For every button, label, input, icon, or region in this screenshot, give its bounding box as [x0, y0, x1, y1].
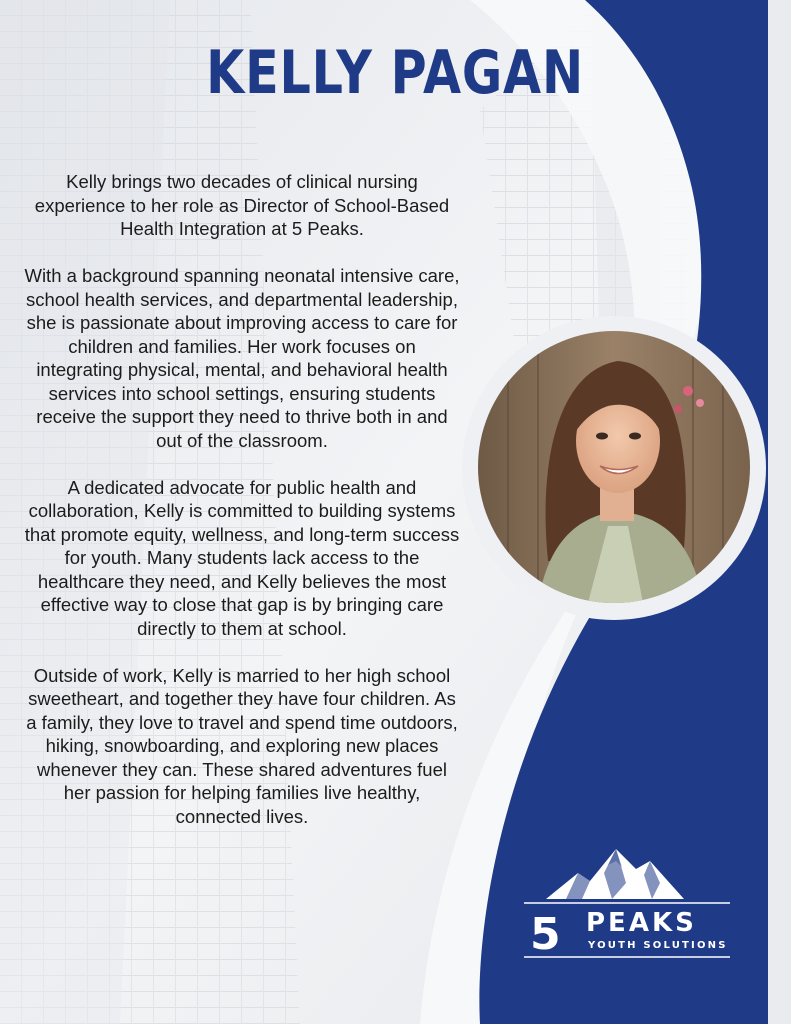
bio-paragraph: A dedicated advocate for public health and collaboration, Kelly is committed to building systems that promote equity, wellness, and long-term success for youth. Many students lack access to the healthcare they need, and Kelly believes the most effective way to close that gap is by bringing care directly to them at school.: [24, 476, 460, 639]
bio-paragraph: Kelly brings two decades of clinical nursing experience to her role as Director of School-Based Health Integration at 5 Peaks.: [34, 171, 450, 239]
portrait-photo: [478, 331, 750, 603]
right-edge-strip: [768, 0, 791, 1024]
company-logo: [516, 843, 736, 971]
page-title: KELLY PAGAN: [206, 38, 584, 108]
bio-paragraph: Outside of work, Kelly is married to her high school sweetheart, and together they have four children. As a family, they love to travel and spend time outdoors, hiking, snowboarding, and exploring new places whenever they can. These shared adventures fuel her passion for helping families live healthy, connected lives.: [26, 664, 458, 827]
logo-name: PEAKS: [586, 908, 697, 938]
logo-number: 5: [530, 909, 561, 960]
mountain-icon: [546, 849, 684, 899]
bio-text: [24, 170, 460, 852]
bio-paragraph: With a background spanning neonatal intensive care, school health services, and departmental leadership, she is passionate about improving access to care for children and families. Her work focuses on integrating physical, mental, and behavioral health services into school settings, ensuring students receive the support they need to thrive both in and out of the classroom.: [24, 265, 460, 451]
logo-tagline: YOUTH SOLUTIONS: [588, 940, 728, 951]
